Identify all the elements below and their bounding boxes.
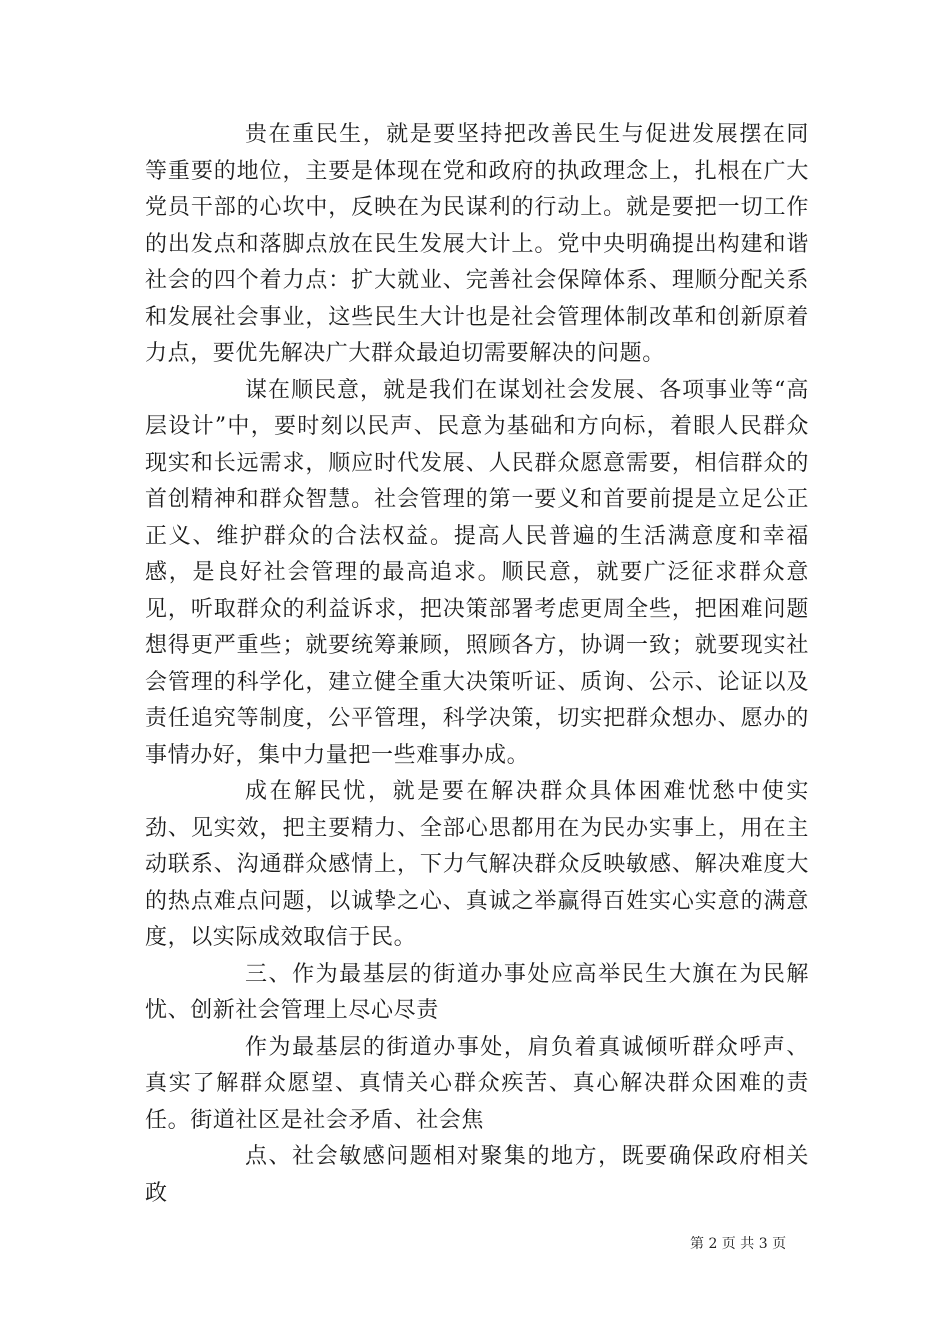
paragraph-4: 作为最基层的街道办事处，肩负着真诚倾听群众呼声、真实了解群众愿望、真情关心群众疾苦、真心解决群众困难的责任。街道社区是社会矛盾、社会焦 (145, 1034, 809, 1133)
section-heading-3: 三、作为最基层的街道办事处应高举民生大旗在为民解忧、创新社会管理上尽心尽责 (145, 961, 809, 1023)
document-body (145, 117, 809, 1212)
paragraph-2: 谋在顺民意，就是我们在谋划社会发展、各项事业等“高层设计”中，要时刻以民声、民意为基础和方向标，着眼人民群众现实和长远需求，顺应时代发展、人民群众愿意需要，相信群众的首创精神和群众智慧。社会管理的第一要义和首要前提是立足公正正义、维护群众的合法权益。提高人民普遍的生活满意度和幸福感，是良好社会管理的最高追求。顺民意，就要广泛征求群众意见，听取群众的利益诉求，把决策部署考虑更周全些，把困难问题想得更严重些；就要统筹兼顾，照顾各方，协调一致；就要现实社会管理的科学化，建立健全重大决策听证、质询、公示、论证以及责任追究等制度，公平管理，科学决策，切实把群众想办、愿办的事情办好，集中力量把一些难事办成。 (145, 377, 809, 768)
paragraph-5: 点、社会敏感问题相对聚集的地方，既要确保政府相关政 (145, 1144, 809, 1206)
paragraph-3: 成在解民忧，就是要在解决群众具体困难忧愁中使实劲、见实效，把主要精力、全部心思都用在为民办实事上，用在主动联系、沟通群众感情上，下力气解决群众反映敏感、解决难度大的热点难点问题，以诚挚之心、真诚之举赢得百姓实心实意的满意度，以实际成效取信于民。 (145, 779, 809, 950)
paragraph-1: 贵在重民生，就是要坚持把改善民生与促进发展摆在同等重要的地位，主要是体现在党和政府的执政理念上，扎根在广大党员干部的心坎中，反映在为民谋利的行动上。就是要把一切工作的出发点和落脚点放在民生发展大计上。党中央明确提出构建和谐社会的四个着力点：扩大就业、完善社会保障体系、理顺分配关系和发展社会事业，这些民生大计也是社会管理体制改革和创新原着力点，要优先解决广大群众最迫切需要解决的问题。 (145, 122, 809, 366)
page-number-footer: 第 2 页 共 3 页 (690, 1236, 787, 1252)
